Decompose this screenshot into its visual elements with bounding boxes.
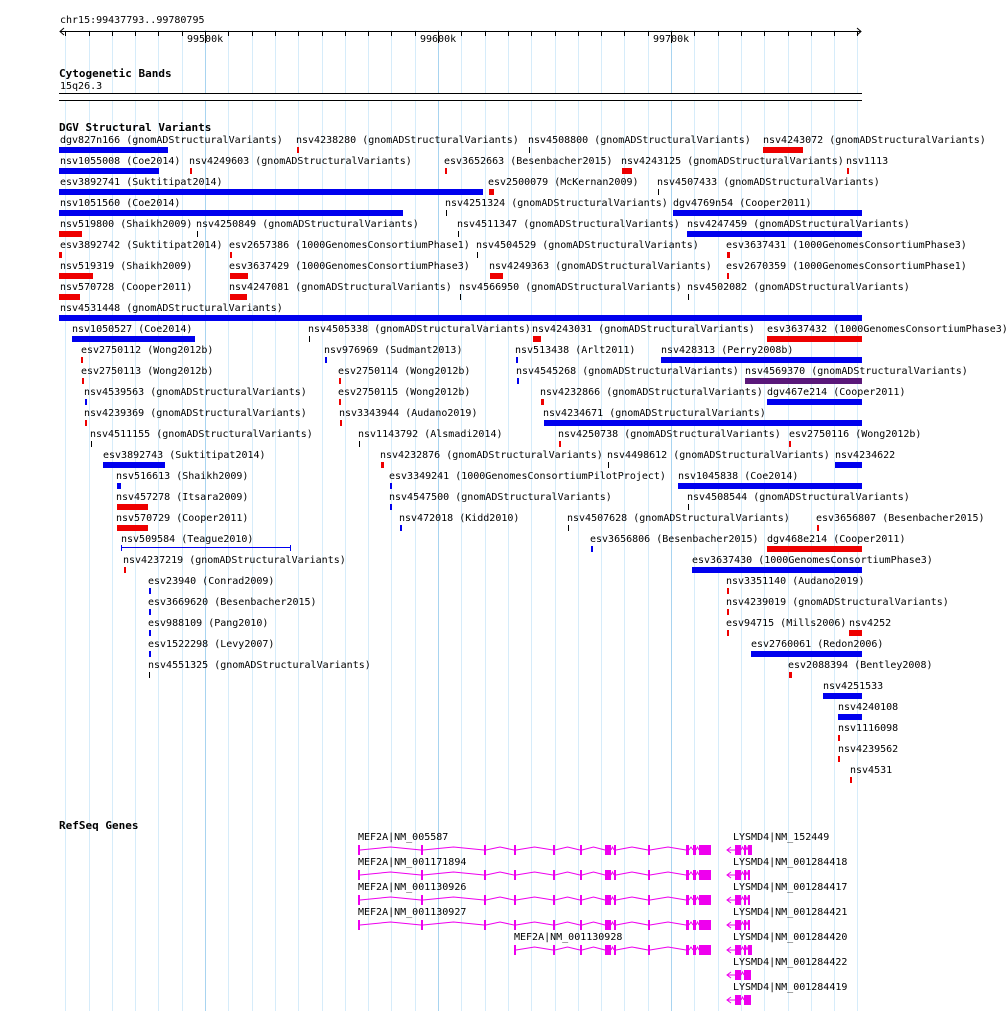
variant-label[interactable]: nsv4505338 (gnomADStructuralVariants): [308, 324, 531, 335]
intron-line: [741, 897, 744, 900]
exon-block: [693, 895, 696, 905]
intron-line: [650, 897, 686, 900]
variant-label[interactable]: nsv1143792 (Alsmadi2014): [358, 429, 503, 440]
exon-block: [580, 920, 582, 930]
exon-block: [580, 845, 582, 855]
gene-label[interactable]: LYSMD4|NM_152449: [733, 832, 830, 843]
exon-block: [514, 845, 516, 855]
intron-line: [423, 872, 484, 875]
intron-line: [741, 922, 744, 925]
exon-block: [580, 870, 582, 880]
gene-model[interactable]: [358, 845, 711, 855]
variant-label[interactable]: nsv4511347 (gnomADStructuralVariants): [457, 219, 680, 230]
intron-line: [616, 897, 648, 900]
intron-line: [360, 847, 421, 850]
variant-label[interactable]: esv2750116 (Wong2012b): [789, 429, 922, 440]
variant-label[interactable]: esv3892741 (Suktitipat2014): [60, 177, 223, 188]
gene-label[interactable]: LYSMD4|NM_001284419: [733, 982, 848, 993]
ruler-tick-label: 99600k: [420, 34, 457, 45]
variant-label[interactable]: nsv4234622: [835, 450, 896, 461]
intron-line: [696, 847, 699, 850]
exon-block: [748, 895, 750, 905]
variant-label[interactable]: esv3656807 (Besenbacher2015): [816, 513, 985, 524]
gene-label[interactable]: MEF2A|NM_001130926: [358, 882, 467, 893]
variant-label[interactable]: nsv570729 (Cooper2011): [116, 513, 249, 524]
gene-model[interactable]: [727, 845, 752, 855]
intron-line: [516, 922, 553, 925]
exon-block: [744, 895, 746, 905]
variant-label[interactable]: esv988109 (Pang2010): [148, 618, 269, 629]
exon-block: [693, 845, 696, 855]
variant-label[interactable]: nsv3343944 (Audano2019): [339, 408, 478, 419]
intron-line: [746, 922, 748, 925]
intron-line: [486, 922, 514, 925]
exon-block: [744, 995, 751, 1005]
variant-label[interactable]: dgv4769n54 (Cooper2011): [673, 198, 812, 209]
intron-line: [741, 972, 744, 975]
variant-label[interactable]: nsv4232866 (gnomADStructuralVariants): [540, 387, 763, 398]
variant-label[interactable]: nsv1055008 (Coe2014): [60, 156, 181, 167]
variant-label[interactable]: esv2750114 (Wong2012b): [338, 366, 471, 377]
variant-label[interactable]: nsv4251324 (gnomADStructuralVariants): [445, 198, 668, 209]
variant-label[interactable]: esv2750115 (Wong2012b): [338, 387, 471, 398]
exon-block: [748, 945, 752, 955]
intron-line: [486, 872, 514, 875]
variant-label[interactable]: esv3892742 (Suktitipat2014): [60, 240, 223, 251]
intron-line: [423, 847, 484, 850]
intron-line: [611, 897, 614, 900]
exon-block: [605, 870, 611, 880]
variant-label[interactable]: esv2750112 (Wong2012b): [81, 345, 214, 356]
exon-block: [699, 895, 711, 905]
intron-line: [360, 872, 421, 875]
exon-block: [686, 920, 689, 930]
gene-label[interactable]: LYSMD4|NM_001284417: [733, 882, 848, 893]
variant-label[interactable]: nsv4507433 (gnomADStructuralVariants): [657, 177, 880, 188]
intron-line: [555, 947, 580, 950]
gene-label[interactable]: LYSMD4|NM_001284421: [733, 907, 848, 918]
intron-line: [689, 897, 693, 900]
variant-label[interactable]: nsv4251533: [823, 681, 884, 692]
variant-label[interactable]: nsv976969 (Sudmant2013): [324, 345, 463, 356]
gene-label[interactable]: MEF2A|NM_001171894: [358, 857, 467, 868]
intron-line: [696, 897, 699, 900]
exon-block: [648, 895, 650, 905]
variant-label[interactable]: nsv4531448 (gnomADStructuralVariants): [60, 303, 283, 314]
intron-line: [689, 922, 693, 925]
intron-line: [616, 847, 648, 850]
variant-label[interactable]: nsv428313 (Perry2008b): [661, 345, 794, 356]
intron-line: [582, 947, 605, 950]
intron-line: [360, 897, 421, 900]
gene-label[interactable]: LYSMD4|NM_001284422: [733, 957, 848, 968]
gene-model[interactable]: [727, 945, 752, 955]
intron-line: [555, 922, 580, 925]
refseq-track-title: RefSeq Genes: [59, 819, 139, 832]
exon-block: [699, 845, 711, 855]
variant-label[interactable]: esv3652663 (Besenbacher2015): [444, 156, 613, 167]
intron-line: [516, 897, 553, 900]
gene-model[interactable]: [358, 895, 711, 905]
exon-block: [735, 920, 741, 930]
exon-block: [699, 920, 711, 930]
cytoband-track-title: Cytogenetic Bands: [59, 67, 172, 80]
exon-block: [744, 920, 746, 930]
variant-label[interactable]: nsv4239562: [838, 744, 899, 755]
exon-block: [744, 945, 746, 955]
exon-block: [686, 845, 689, 855]
variant-label[interactable]: nsv1116098: [838, 723, 899, 734]
variant-label[interactable]: nsv4547500 (gnomADStructuralVariants): [389, 492, 612, 503]
variant-label[interactable]: nsv4498612 (gnomADStructuralVariants): [607, 450, 830, 461]
intron-line: [611, 872, 614, 875]
exon-block: [614, 920, 616, 930]
intron-line: [423, 922, 484, 925]
intron-line: [616, 872, 648, 875]
exon-block: [686, 945, 689, 955]
exon-block: [514, 920, 516, 930]
exon-block: [748, 920, 750, 930]
intron-line: [650, 872, 686, 875]
exon-block: [484, 870, 486, 880]
exon-block: [553, 895, 555, 905]
exon-block: [735, 945, 741, 955]
cytoband-label: 15q26.3: [60, 81, 103, 92]
variant-label[interactable]: nsv4237219 (gnomADStructuralVariants): [123, 555, 346, 566]
exon-block: [686, 870, 689, 880]
variant-label[interactable]: nsv4504529 (gnomADStructuralVariants): [476, 240, 699, 251]
variant-label[interactable]: esv94715 (Mills2006): [726, 618, 847, 629]
exon-block: [484, 845, 486, 855]
gene-model[interactable]: [727, 970, 751, 980]
intron-line: [486, 897, 514, 900]
variant-label[interactable]: nsv1045838 (Coe2014): [678, 471, 799, 482]
gene-label[interactable]: LYSMD4|NM_001284420: [733, 932, 848, 943]
exon-block: [693, 945, 696, 955]
exon-block: [735, 845, 741, 855]
intron-line: [616, 922, 648, 925]
gene-model[interactable]: [358, 920, 711, 930]
exon-block: [614, 895, 616, 905]
ruler-tick-label: 99700k: [653, 34, 690, 45]
variant-label[interactable]: esv2750113 (Wong2012b): [81, 366, 214, 377]
variant-label[interactable]: esv3637432 (1000GenomesConsortiumPhase3): [767, 324, 1008, 335]
exon-block: [693, 870, 696, 880]
exon-block: [614, 945, 616, 955]
intron-line: [582, 897, 605, 900]
variant-label[interactable]: nsv3351140 (Audano2019): [726, 576, 865, 587]
variant-label[interactable]: nsv457278 (Itsara2009): [116, 492, 249, 503]
intron-line: [689, 947, 693, 950]
exon-block: [744, 870, 746, 880]
variant-label[interactable]: esv3892743 (Suktitipat2014): [103, 450, 266, 461]
intron-line: [616, 947, 648, 950]
intron-line: [360, 922, 421, 925]
intron-line: [516, 872, 553, 875]
exon-block: [358, 870, 360, 880]
exon-block: [514, 945, 516, 955]
variant-label[interactable]: nsv4234671 (gnomADStructuralVariants): [543, 408, 766, 419]
variant-label[interactable]: nsv519800 (Shaikh2009): [60, 219, 193, 230]
variant-label[interactable]: nsv4238280 (gnomADStructuralVariants): [296, 135, 519, 146]
exon-block: [580, 895, 582, 905]
variant-label[interactable]: nsv4243031 (gnomADStructuralVariants): [532, 324, 755, 335]
intron-line: [650, 847, 686, 850]
intron-line: [516, 847, 553, 850]
variant-label[interactable]: nsv4508800 (gnomADStructuralVariants): [528, 135, 751, 146]
variant-label[interactable]: nsv1051560 (Coe2014): [60, 198, 181, 209]
intron-line: [746, 897, 748, 900]
variant-label[interactable]: nsv4569370 (gnomADStructuralVariants): [745, 366, 968, 377]
exon-block: [605, 845, 611, 855]
exon-block: [648, 920, 650, 930]
variant-label[interactable]: esv1522298 (Levy2007): [148, 639, 275, 650]
intron-line: [746, 872, 748, 875]
variant-label[interactable]: esv2657386 (1000GenomesConsortiumPhase1): [229, 240, 470, 251]
variant-label[interactable]: nsv570728 (Cooper2011): [60, 282, 193, 293]
intron-line: [650, 947, 686, 950]
intron-line: [746, 947, 748, 950]
exon-block: [358, 895, 360, 905]
exon-block: [358, 845, 360, 855]
exon-block: [693, 920, 696, 930]
intron-line: [741, 847, 744, 850]
variant-label[interactable]: dgv468e214 (Cooper2011): [767, 534, 906, 545]
variant-label[interactable]: nsv4531: [850, 765, 893, 776]
variant-label[interactable]: nsv4545268 (gnomADStructuralVariants): [516, 366, 739, 377]
exon-block: [744, 845, 746, 855]
location-label: chr15:99437793..99780795: [60, 15, 205, 26]
variant-label[interactable]: nsv509584 (Teague2010): [121, 534, 254, 545]
gene-model[interactable]: [727, 870, 750, 880]
exon-block: [699, 945, 711, 955]
gene-label[interactable]: MEF2A|NM_005587: [358, 832, 449, 843]
intron-line: [746, 847, 748, 850]
variant-label[interactable]: esv3637429 (1000GenomesConsortiumPhase3): [229, 261, 470, 272]
dgv-track-title: DGV Structural Variants: [59, 121, 212, 134]
exon-block: [421, 920, 423, 930]
variant-label[interactable]: nsv4250738 (gnomADStructuralVariants): [558, 429, 781, 440]
exon-block: [744, 970, 751, 980]
variant-label[interactable]: nsv4566950 (gnomADStructuralVariants): [459, 282, 682, 293]
exon-block: [686, 895, 689, 905]
exon-block: [605, 920, 611, 930]
gene-model[interactable]: [514, 945, 711, 955]
variant-label[interactable]: nsv516613 (Shaikh2009): [116, 471, 249, 482]
intron-line: [555, 872, 580, 875]
exon-block: [614, 845, 616, 855]
variant-label[interactable]: esv2760061 (Redon2006): [751, 639, 884, 650]
variant-label[interactable]: nsv4243072 (gnomADStructuralVariants): [763, 135, 986, 146]
intron-line: [689, 847, 693, 850]
intron-line: [611, 922, 614, 925]
ruler-tick-label: 99500k: [187, 34, 224, 45]
variant-label[interactable]: esv2088394 (Bentley2008): [788, 660, 933, 671]
exon-block: [484, 920, 486, 930]
variant-label[interactable]: nsv4247081 (gnomADStructuralVariants): [229, 282, 452, 293]
variant-label[interactable]: nsv4247459 (gnomADStructuralVariants): [687, 219, 910, 230]
variant-label[interactable]: nsv1113: [846, 156, 889, 167]
variant-label[interactable]: esv3349241 (1000GenomesConsortiumPilotProject): [389, 471, 666, 482]
variant-label[interactable]: nsv4239019 (gnomADStructuralVariants): [726, 597, 949, 608]
variant-label[interactable]: nsv4249363 (gnomADStructuralVariants): [489, 261, 712, 272]
exon-block: [553, 870, 555, 880]
variant-label[interactable]: nsv4508544 (gnomADStructuralVariants): [687, 492, 910, 503]
exon-block: [735, 870, 741, 880]
exon-block: [421, 870, 423, 880]
variant-label[interactable]: esv3637430 (1000GenomesConsortiumPhase3): [692, 555, 933, 566]
gene-model[interactable]: [727, 895, 750, 905]
variant-label[interactable]: nsv4539563 (gnomADStructuralVariants): [84, 387, 307, 398]
variant-label[interactable]: nsv4243125 (gnomADStructuralVariants): [621, 156, 844, 167]
exon-block: [358, 920, 360, 930]
exon-block: [605, 945, 611, 955]
exon-block: [421, 845, 423, 855]
exon-block: [553, 945, 555, 955]
intron-line: [696, 922, 699, 925]
variant-label[interactable]: nsv4239369 (gnomADStructuralVariants): [84, 408, 307, 419]
intron-line: [611, 847, 614, 850]
intron-line: [486, 847, 514, 850]
variant-label[interactable]: dgv467e214 (Cooper2011): [767, 387, 906, 398]
intron-line: [650, 922, 686, 925]
variant-label[interactable]: nsv4250849 (gnomADStructuralVariants): [196, 219, 419, 230]
variant-label[interactable]: esv23940 (Conrad2009): [148, 576, 275, 587]
exon-block: [648, 870, 650, 880]
variant-label[interactable]: dgv827n166 (gnomADStructuralVariants): [60, 135, 283, 146]
exon-block: [484, 895, 486, 905]
exon-block: [614, 870, 616, 880]
variant-label[interactable]: nsv4551325 (gnomADStructuralVariants): [148, 660, 371, 671]
exon-block: [648, 845, 650, 855]
intron-line: [582, 847, 605, 850]
intron-line: [696, 872, 699, 875]
intron-line: [423, 897, 484, 900]
exon-block: [580, 945, 582, 955]
gene-model[interactable]: [358, 870, 711, 880]
variant-label[interactable]: nsv4511155 (gnomADStructuralVariants): [90, 429, 313, 440]
gene-label[interactable]: MEF2A|NM_001130928: [514, 932, 623, 943]
intron-line: [582, 922, 605, 925]
exon-block: [748, 845, 752, 855]
variant-label[interactable]: nsv4249603 (gnomADStructuralVariants): [189, 156, 412, 167]
variant-label[interactable]: nsv513438 (Arlt2011): [515, 345, 636, 356]
intron-line: [741, 997, 744, 1000]
gene-model[interactable]: [727, 920, 750, 930]
exon-block: [514, 870, 516, 880]
intron-line: [555, 897, 580, 900]
variant-label[interactable]: nsv4252: [849, 618, 892, 629]
exon-block: [748, 870, 750, 880]
exon-block: [421, 895, 423, 905]
gene-model[interactable]: [727, 995, 751, 1005]
variant-label[interactable]: esv2670359 (1000GenomesConsortiumPhase1): [726, 261, 967, 272]
exon-block: [553, 845, 555, 855]
gene-label[interactable]: LYSMD4|NM_001284418: [733, 857, 848, 868]
variant-label[interactable]: nsv472018 (Kidd2010): [399, 513, 520, 524]
exon-block: [605, 895, 611, 905]
exon-block: [514, 895, 516, 905]
intron-line: [696, 947, 699, 950]
variant-label[interactable]: esv3669620 (Besenbacher2015): [148, 597, 317, 608]
variant-label[interactable]: esv3637431 (1000GenomesConsortiumPhase3): [726, 240, 967, 251]
variant-label[interactable]: nsv4502082 (gnomADStructuralVariants): [687, 282, 910, 293]
intron-line: [516, 947, 553, 950]
variant-label[interactable]: esv3656806 (Besenbacher2015): [590, 534, 759, 545]
variant-label[interactable]: nsv519319 (Shaikh2009): [60, 261, 193, 272]
exon-block: [735, 895, 741, 905]
variant-label[interactable]: esv2500079 (McKernan2009): [488, 177, 639, 188]
intron-line: [555, 847, 580, 850]
variant-label[interactable]: nsv1050527 (Coe2014): [72, 324, 193, 335]
intron-line: [689, 872, 693, 875]
variant-label[interactable]: nsv4507628 (gnomADStructuralVariants): [567, 513, 790, 524]
exon-block: [735, 995, 741, 1005]
exon-block: [648, 945, 650, 955]
exon-block: [735, 970, 741, 980]
intron-line: [741, 872, 744, 875]
variant-label[interactable]: nsv4232876 (gnomADStructuralVariants): [380, 450, 603, 461]
intron-line: [611, 947, 614, 950]
intron-line: [741, 947, 744, 950]
gene-label[interactable]: MEF2A|NM_001130927: [358, 907, 467, 918]
exon-block: [699, 870, 711, 880]
exon-block: [553, 920, 555, 930]
intron-line: [582, 872, 605, 875]
variant-label[interactable]: nsv4240108: [838, 702, 899, 713]
